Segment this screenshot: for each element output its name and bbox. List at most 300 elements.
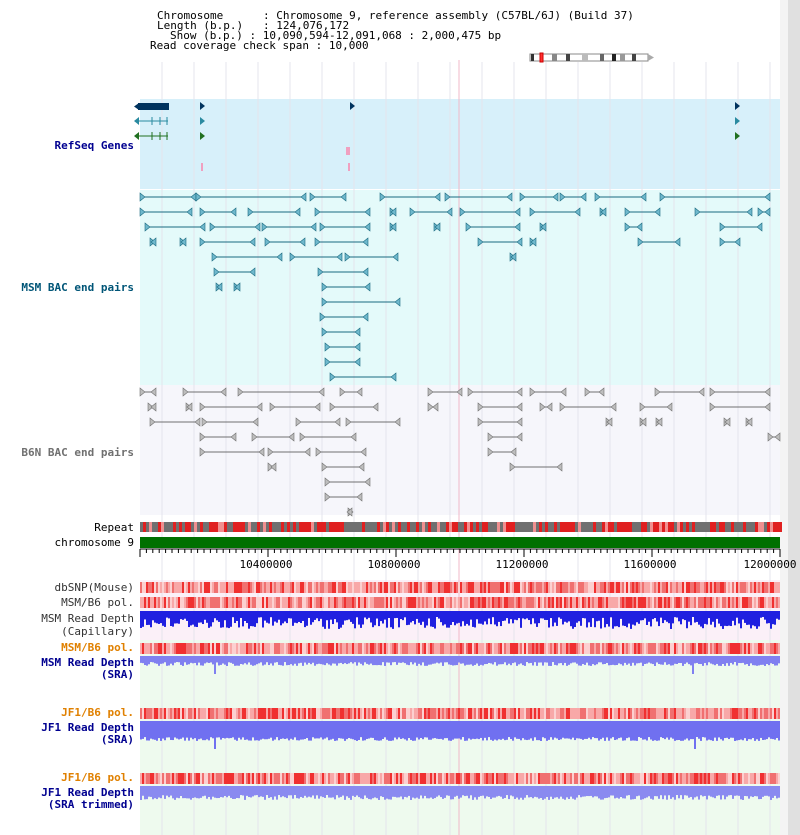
pol-cell (172, 773, 174, 784)
pol-cell (310, 773, 312, 784)
depth-bar (446, 656, 448, 662)
depth-bar (584, 611, 586, 618)
repeat-segment (281, 522, 284, 532)
pol-cell (224, 582, 226, 593)
pol-cell (468, 597, 470, 608)
coverage-info: Read coverage check span : 10,000 (150, 39, 369, 52)
pol-cell (708, 582, 710, 593)
repeat-segment (305, 522, 308, 532)
pol-cell (352, 773, 354, 784)
depth-bar (390, 721, 392, 741)
pol-cell (244, 773, 246, 784)
depth-bar (448, 786, 450, 796)
repeat-segment (182, 522, 185, 532)
pol-cell (600, 708, 602, 719)
pol-cell (256, 708, 258, 719)
depth-bar (168, 611, 170, 618)
depth-bar (206, 721, 208, 739)
pol-cell (290, 708, 292, 719)
repeat-segment (323, 522, 326, 532)
depth-bar (644, 656, 646, 664)
pol-cell (386, 597, 388, 608)
depth-bar (184, 721, 186, 741)
repeat-segment (551, 522, 554, 532)
depth-bar (492, 721, 494, 741)
depth-bar (414, 786, 416, 798)
depth-bar (182, 786, 184, 798)
pol-cell (662, 597, 664, 608)
depth-bar (608, 721, 610, 741)
pol-cell (442, 708, 444, 719)
pol-cell (596, 597, 598, 608)
scrollbar-track[interactable] (788, 0, 800, 835)
pol-cell (210, 708, 212, 719)
depth-bar (704, 611, 706, 624)
depth-bar (202, 786, 204, 796)
pol-cell (616, 773, 618, 784)
pol-cell (494, 708, 496, 719)
pol-cell (550, 708, 552, 719)
depth-bar (746, 786, 748, 796)
pol-cell (552, 643, 554, 654)
depth-bar (600, 611, 602, 629)
depth-bar (604, 611, 606, 627)
depth-bar (304, 786, 306, 796)
depth-bar (538, 611, 540, 623)
depth-bar (576, 611, 578, 623)
pol-cell (716, 643, 718, 654)
pol-cell (174, 773, 176, 784)
depth-bar (668, 656, 670, 664)
pol-cell (354, 597, 356, 608)
chromosome-bar[interactable] (140, 537, 780, 548)
pol-cell (456, 773, 458, 784)
depth-bar (564, 786, 566, 800)
depth-bar (618, 656, 620, 663)
pol-cell (448, 773, 450, 784)
pol-cell (358, 597, 360, 608)
pol-cell (298, 773, 300, 784)
depth-bar (420, 721, 422, 738)
pol-cell (686, 643, 688, 654)
pol-cell (428, 582, 430, 593)
pol-cell (150, 597, 152, 608)
depth-bar (368, 721, 370, 738)
pol-cell (758, 582, 760, 593)
pol-cell (640, 643, 642, 654)
pol-cell (568, 597, 570, 608)
depth-bar (686, 721, 688, 738)
chromosome-ideogram[interactable] (530, 53, 654, 62)
depth-bar (310, 721, 312, 741)
depth-bar (384, 611, 386, 620)
pol-cell (410, 582, 412, 593)
pol-cell (360, 582, 362, 593)
pol-cell (506, 582, 508, 593)
pol-cell (238, 597, 240, 608)
depth-bar (678, 786, 680, 798)
pol-cell (632, 582, 634, 593)
depth-bar (486, 656, 488, 664)
repeat-segment (701, 522, 704, 532)
depth-bar (692, 611, 694, 617)
pol-cell (252, 597, 254, 608)
pol-cell (206, 597, 208, 608)
pol-cell (470, 582, 472, 593)
pol-cell (146, 643, 148, 654)
pol-cell (630, 708, 632, 719)
depth-bar (496, 611, 498, 626)
pol-cell (206, 773, 208, 784)
depth-bar (322, 611, 324, 627)
pol-cell (416, 708, 418, 719)
pol-cell (664, 597, 666, 608)
pol-cell (178, 708, 180, 719)
repeat-segment (716, 522, 719, 532)
repeat-segment (641, 522, 644, 532)
pol-cell (502, 708, 504, 719)
pol-cell (698, 773, 700, 784)
pol-cell (342, 643, 344, 654)
pol-cell (352, 597, 354, 608)
depth-bar (200, 611, 202, 622)
pol-cell (496, 582, 498, 593)
depth-bar (174, 611, 176, 623)
depth-bar (440, 611, 442, 622)
pol-cell (586, 643, 588, 654)
pol-cell (302, 708, 304, 719)
pol-cell (312, 708, 314, 719)
depth-bar (444, 721, 446, 738)
pol-cell (266, 708, 268, 719)
pol-cell (450, 597, 452, 608)
pol-cell (722, 582, 724, 593)
repeat-segment (191, 522, 194, 532)
depth-bar (272, 721, 274, 741)
depth-bar (670, 656, 672, 666)
depth-bar (322, 656, 324, 665)
depth-bar (282, 656, 284, 666)
pol-cell (676, 582, 678, 593)
pol-cell (258, 773, 260, 784)
pol-cell (248, 773, 250, 784)
pol-cell (536, 708, 538, 719)
pol-cell (196, 708, 198, 719)
pol-cell (708, 643, 710, 654)
depth-bar (264, 611, 266, 621)
depth-bar (268, 656, 270, 665)
depth-bar (258, 721, 260, 741)
depth-bar (724, 611, 726, 626)
pol-cell (612, 643, 614, 654)
repeat-segment (533, 522, 536, 532)
depth-bar (398, 721, 400, 737)
pol-cell (164, 773, 166, 784)
repeat-segment (392, 522, 395, 532)
depth-bar (394, 721, 396, 738)
pol-cell (604, 708, 606, 719)
pol-cell (390, 597, 392, 608)
pol-cell (192, 643, 194, 654)
depth-bar (256, 721, 258, 740)
pol-cell (640, 597, 642, 608)
depth-bar (344, 786, 346, 800)
pol-cell (394, 643, 396, 654)
pol-cell (770, 708, 772, 719)
depth-bar (612, 611, 614, 629)
depth-bar (560, 656, 562, 663)
pol-cell (496, 597, 498, 608)
depth-bar (722, 611, 724, 629)
pol-cell (376, 582, 378, 593)
depth-bar (482, 656, 484, 665)
pol-cell (280, 643, 282, 654)
pol-cell (462, 708, 464, 719)
pol-cell (272, 708, 274, 719)
pol-cell (408, 708, 410, 719)
pol-cell (434, 582, 436, 593)
pol-cell (458, 582, 460, 593)
pol-cell (210, 773, 212, 784)
depth-bar (400, 611, 402, 619)
depth-bar (320, 656, 322, 664)
pol-cell (542, 597, 544, 608)
pol-cell (674, 773, 676, 784)
pol-cell (518, 582, 520, 593)
pol-cell (544, 708, 546, 719)
pol-cell (146, 582, 148, 593)
pol-cell (166, 597, 168, 608)
depth-bar (208, 611, 210, 628)
depth-bar (384, 656, 386, 666)
depth-bar (624, 786, 626, 798)
pol-cell (420, 643, 422, 654)
repeat-segment (500, 522, 503, 532)
pol-cell (486, 582, 488, 593)
pol-cell (528, 643, 530, 654)
pol-cell (530, 708, 532, 719)
label-msm-depth-cap: MSM Read Depth (41, 612, 134, 625)
pol-cell (182, 773, 184, 784)
pol-cell (238, 708, 240, 719)
pol-cell (246, 582, 248, 593)
depth-bar (754, 786, 756, 796)
pol-cell (466, 582, 468, 593)
depth-bar (238, 786, 240, 798)
depth-bar (704, 656, 706, 663)
pol-cell (768, 773, 770, 784)
pol-cell (352, 708, 354, 719)
pol-cell (538, 708, 540, 719)
depth-bar (174, 786, 176, 800)
depth-bar (766, 786, 768, 796)
depth-bar (486, 786, 488, 796)
pol-cell (416, 773, 418, 784)
pol-cell (742, 597, 744, 608)
depth-bar (478, 611, 480, 624)
pol-cell (532, 582, 534, 593)
depth-bar (348, 656, 350, 663)
pol-cell (216, 643, 218, 654)
pol-cell (488, 597, 490, 608)
coverage-key: Read coverage check span (150, 39, 309, 52)
repeat-track[interactable] (140, 522, 782, 532)
pol-cell (174, 597, 176, 608)
pol-cell (544, 582, 546, 593)
depth-bar (622, 611, 624, 626)
pol-cell (610, 597, 612, 608)
pol-cell (328, 708, 330, 719)
depth-bar (568, 721, 570, 739)
pol-cell (736, 708, 738, 719)
depth-bar (558, 656, 560, 663)
pol-cell (694, 582, 696, 593)
pol-cell (478, 773, 480, 784)
pol-cell (608, 597, 610, 608)
pol-cell (434, 773, 436, 784)
pol-cell (454, 643, 456, 654)
repeat-segment (497, 522, 500, 532)
pol-cell (502, 643, 504, 654)
pol-cell (170, 773, 172, 784)
pol-cell (732, 708, 734, 719)
depth-bar (592, 721, 594, 737)
depth-bar (188, 611, 190, 627)
repeat-segment (479, 522, 482, 532)
pol-cell (208, 643, 210, 654)
pol-cell (716, 773, 718, 784)
depth-bar (240, 611, 242, 618)
pol-cell (760, 773, 762, 784)
repeat-segment (158, 522, 161, 532)
depth-bar (154, 721, 156, 740)
pol-cell (406, 708, 408, 719)
pol-cell (584, 643, 586, 654)
pol-cell (184, 708, 186, 719)
depth-bar (140, 611, 142, 628)
pol-cell (412, 708, 414, 719)
pol-cell (640, 582, 642, 593)
pol-cell (262, 597, 264, 608)
depth-bar (492, 786, 494, 798)
length-key: Length (b.p.) (157, 19, 244, 32)
pol-cell (446, 773, 448, 784)
repeat-segment (344, 522, 347, 532)
depth-bar (352, 721, 354, 739)
depth-bar (398, 656, 400, 663)
pol-cell (382, 708, 384, 719)
depth-bar (616, 721, 618, 739)
pol-cell (222, 773, 224, 784)
pol-cell (356, 597, 358, 608)
pol-cell (150, 643, 152, 654)
pol-cell (736, 773, 738, 784)
pol-cell (412, 597, 414, 608)
depth-bar (202, 721, 204, 740)
depth-bar (740, 786, 742, 799)
depth-bar (394, 786, 396, 797)
pol-cell (510, 708, 512, 719)
depth-bar (422, 656, 424, 662)
pol-cell (158, 597, 160, 608)
depth-bar (536, 721, 538, 740)
pol-cell (152, 708, 154, 719)
pol-cell (312, 773, 314, 784)
depth-bar (330, 786, 332, 798)
repeat-segment (386, 522, 389, 532)
pol-cell (632, 708, 634, 719)
depth-bar (644, 786, 646, 798)
pol-cell (234, 643, 236, 654)
pol-cell (720, 582, 722, 593)
depth-bar (618, 611, 620, 627)
pol-cell (672, 773, 674, 784)
pol-cell (148, 643, 150, 654)
depth-bar (320, 786, 322, 796)
pol-cell (520, 643, 522, 654)
pol-cell (706, 582, 708, 593)
depth-bar (274, 786, 276, 796)
depth-bar (238, 656, 240, 666)
depth-bar (404, 611, 406, 617)
repeat-segment (575, 522, 578, 532)
pol-cell (346, 643, 348, 654)
depth-bar (564, 611, 566, 622)
depth-bar (438, 721, 440, 739)
pol-cell (178, 597, 180, 608)
pol-cell (582, 582, 584, 593)
pol-cell (760, 708, 762, 719)
depth-bar (684, 656, 686, 664)
depth-bar (350, 611, 352, 622)
pol-cell (778, 582, 780, 593)
pol-cell (340, 708, 342, 719)
pol-cell (554, 582, 556, 593)
depth-bar (422, 611, 424, 622)
pol-cell (304, 773, 306, 784)
depth-bar (428, 656, 430, 665)
pol-cell (550, 597, 552, 608)
depth-bar (292, 656, 294, 666)
depth-bar (450, 611, 452, 625)
pol-cell (210, 582, 212, 593)
depth-bar (672, 721, 674, 739)
pol-cell (234, 582, 236, 593)
depth-bar (204, 786, 206, 796)
pol-cell (214, 643, 216, 654)
depth-bar (596, 611, 598, 621)
depth-bar (426, 786, 428, 798)
depth-bar (476, 721, 478, 739)
pol-cell (346, 597, 348, 608)
pol-cell (412, 773, 414, 784)
pol-cell (562, 597, 564, 608)
depth-bar (614, 786, 616, 798)
repeat-segment (257, 522, 260, 532)
repeat-segment (668, 522, 671, 532)
pol-cell (386, 773, 388, 784)
pol-cell (436, 708, 438, 719)
depth-bar (166, 721, 168, 737)
depth-bar (156, 656, 158, 664)
pol-cell (430, 773, 432, 784)
depth-bar (696, 721, 698, 737)
position-axis (140, 549, 780, 557)
pol-cell (600, 597, 602, 608)
pol-cell (378, 643, 380, 654)
pol-cell (394, 582, 396, 593)
pol-cell (722, 643, 724, 654)
